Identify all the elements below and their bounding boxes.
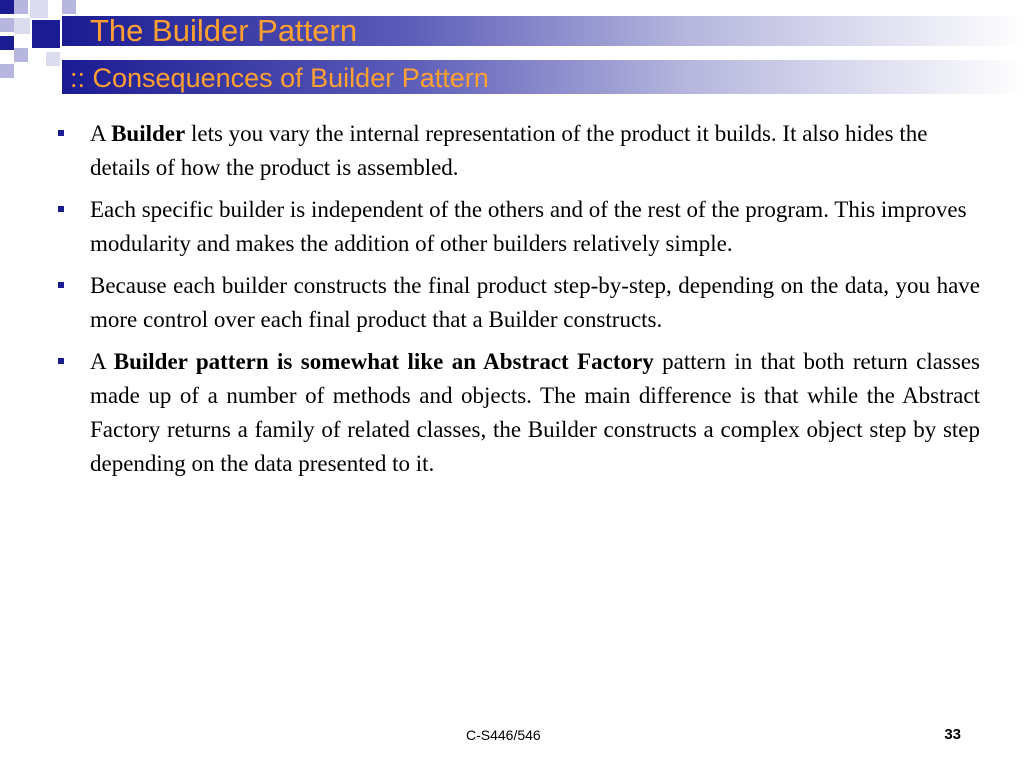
- square-bullet-icon: [58, 130, 64, 136]
- deco-square: [14, 0, 28, 14]
- deco-square: [62, 0, 76, 14]
- text-segment: Each specific builder is independent of the others and of the rest of the program. This improves modularity and makes the addition of other builders relatively simple.: [90, 197, 967, 256]
- bullet-item: [58, 269, 980, 337]
- slide-subtitle: :: Consequences of Builder Pattern: [70, 63, 489, 93]
- bullet-list: [58, 117, 980, 489]
- bullet-item: [58, 345, 980, 481]
- deco-square: [46, 52, 60, 66]
- deco-square: [14, 18, 30, 34]
- bold-segment: Builder pattern is somewhat like an Abstract Factory: [113, 349, 654, 374]
- square-bullet-icon: [58, 282, 64, 288]
- text-segment: lets you vary the internal representation of the product it builds. It also hides the details of how the product is assembled.: [90, 121, 928, 180]
- bullet-text: [90, 349, 980, 476]
- square-bullet-icon: [58, 358, 64, 364]
- deco-square: [30, 0, 48, 18]
- bullet-item: [58, 117, 980, 185]
- square-bullet-icon: [58, 206, 64, 212]
- text-segment: A: [90, 349, 114, 374]
- deco-square: [0, 18, 14, 32]
- bold-segment: Builder: [111, 121, 186, 146]
- bullet-text: [90, 197, 967, 256]
- text-segment: A: [90, 121, 112, 146]
- deco-square: [0, 0, 14, 14]
- deco-square: [0, 36, 14, 50]
- bullet-item: [58, 193, 980, 261]
- page-number: 33: [944, 726, 961, 743]
- deco-square: [0, 64, 14, 78]
- slide-title: The Builder Pattern: [90, 13, 358, 48]
- bullet-text: [90, 273, 980, 332]
- deco-square: [14, 48, 28, 62]
- deco-square: [32, 20, 60, 48]
- text-segment: pattern in that both return classes made up of a number of methods and objects. The main difference is that while the Abstract Factory returns a family of related classes, the Builder constructs a complex object step by step depending on the data presented to it.: [90, 349, 980, 476]
- footer-course: C-S446/546: [466, 727, 541, 743]
- text-segment: Because each builder constructs the final product step-by-step, depending on the data, you have more control over each final product that a Builder constructs.: [90, 273, 980, 332]
- bullet-text: [90, 121, 927, 180]
